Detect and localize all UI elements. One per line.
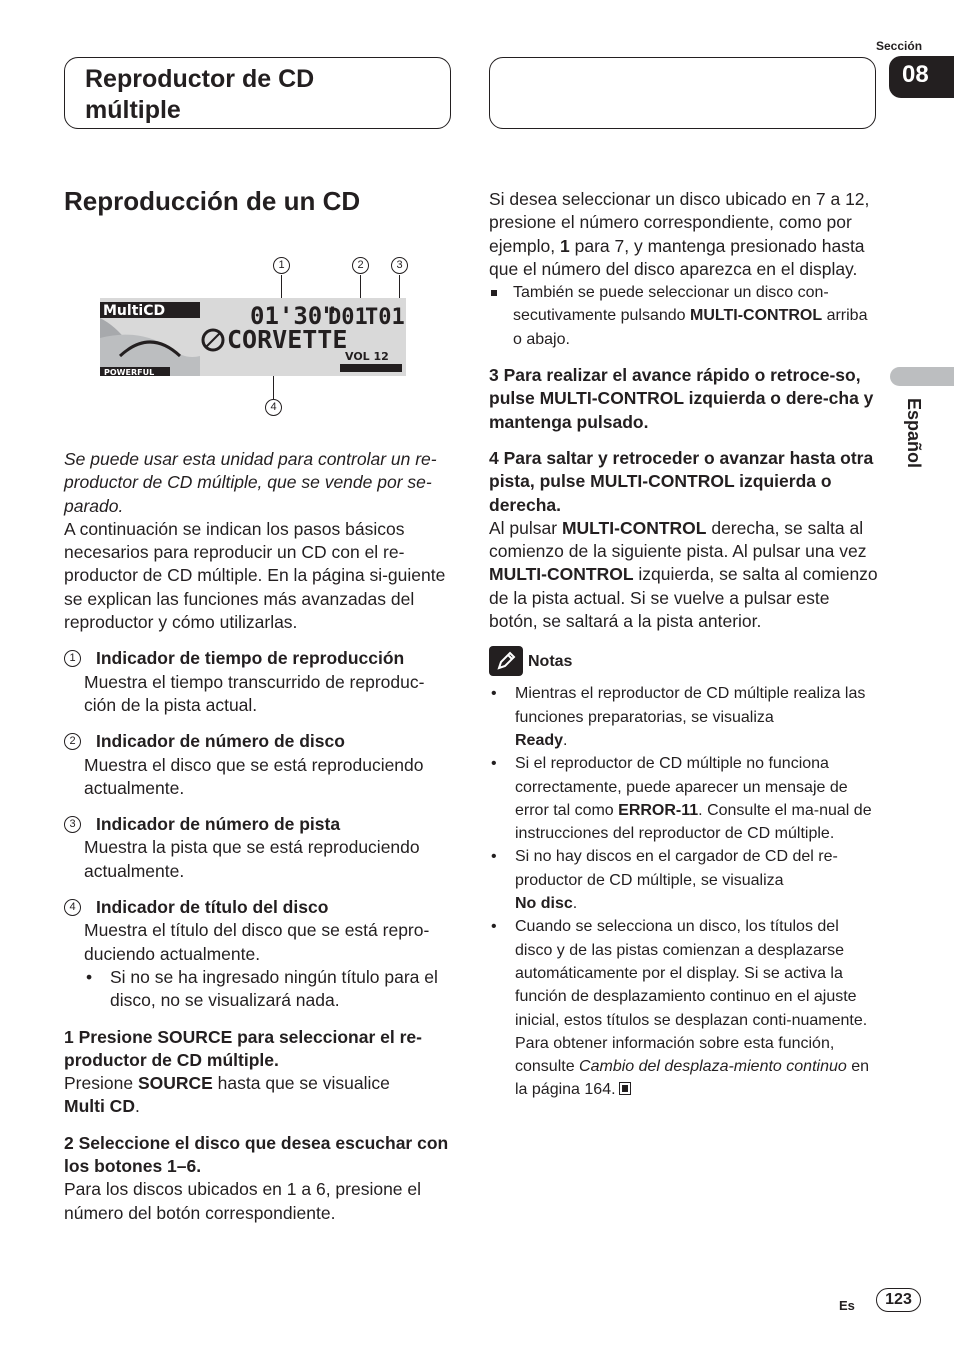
item-number: 3 [64,816,81,833]
callout-3: 3 [391,257,408,274]
indicator-item-2 [64,730,454,800]
item-text: Muestra el disco que se está reproduciendo actualmente. [84,754,424,798]
lcd-display-illustration [100,298,406,376]
notes-title: Notas [528,652,573,670]
item-title: Indicador de número de disco [96,731,345,752]
note-4: • Cuando se selecciona un disco, los títulos del disco y de las pistas comienzan a desplazarse automáticamente por el display. Si se activa la función de desplazamiento continuo en el ajuste inicial, estos títulos se desplazan conti-nuamente. Para obtener información sobre esta función, consulte Cambio del desplaza-miento continuo en la página 164. [489,915,879,1101]
item-bullet: • Si no se ha ingresado ningún título para el disco, no se visualizará nada. [84,966,454,1013]
item-text: Muestra la pista que se está reproduciendo actualmente. [84,837,420,881]
display-title-text: CORVETTE [227,325,348,354]
item-text: Muestra el título del disco que se está repro-duciendo actualmente. [84,920,430,964]
display-time-text: 01'30" [250,302,337,330]
step-4-text: Al pulsar MULTI-CONTROL derecha, se salta al comienzo de la siguiente pista. Al pulsar una vez MULTI-CONTROL izquierda, se salta al comienzo de la pista actual. Si se vuelve a pulsar este botón, se saltará a la pista anterior. [489,517,878,632]
item-title: Indicador de número de pista [96,814,341,835]
indicator-item-4 [64,896,454,1012]
callout-line-1 [281,275,282,298]
step-2-title: 2 Seleccione el disco que desea escuchar con los botones 1–6. [64,1132,449,1177]
callout-2: 2 [352,257,369,274]
item-text: Muestra el tiempo transcurrido de reproduc-ción de la pista actual. [84,671,425,715]
language-text: Español [904,398,924,469]
display-volume-text: VOL 12 [345,350,389,363]
step-1-title: 1 Presione SOURCE para seleccionar el re-productor de CD múltiple. [64,1026,422,1070]
callout-line-3 [399,275,400,298]
item-title: Indicador de tiempo de reproducción [96,648,405,669]
step-2-text: Para los discos ubicados en 1 a 6, presione el número del botón correspondiente. [64,1179,422,1223]
callout-4: 4 [265,399,282,416]
intro-text: A continuación se indican los pasos básicos necesarios para reproducir un CD con el re-productor de CD múltiple. En la página si-guiente se explican las funciones más avanzadas del reproductor y cómo utilizarlas. [64,518,446,633]
page-number: 123 [876,1288,921,1312]
right-column [489,188,879,1102]
step-1-text: Presione SOURCE hasta que se visualice Multi CD. [64,1073,390,1117]
left-column [64,448,454,1225]
item-number: 2 [64,733,81,750]
step-4-title: 4 Para saltar y retroceder o avanzar hasta otra pista, pulse MULTI-CONTROL izquierda o derecha. [489,447,874,515]
language-label [902,398,924,488]
disc-select-note: También se puede seleccionar un disco con-secutivamente pulsando MULTI-CONTROL arriba o abajo. [489,281,879,351]
notes-heading [489,646,879,676]
callout-1: 1 [273,257,290,274]
indicator-item-3 [64,813,454,883]
display-powerful-text: POWERFUL [104,368,155,376]
empty-header-box [489,57,876,129]
chapter-title-line1: Reproductor de CD [85,65,315,93]
footer-language-code: Es [839,1298,855,1313]
note-1: • Mientras el reproductor de CD múltiple realiza las funciones preparatorias, se visualiza Ready. [489,682,879,752]
section-number-badge: 08 [889,56,954,98]
chapter-title-line2: múltiple [85,96,181,124]
step-3-title: 3 Para realizar el avance rápido o retroce-so, pulse MULTI-CONTROL izquierda o dere-cha y mantenga pulsado. [489,365,874,432]
disc-7-12-text: Si desea seleccionar un disco ubicado en 7 a 12, presione el número correspondiente, como por ejemplo, 1 para 7, y mantenga presionado hasta que el número del disco aparezca en el display. [489,189,870,279]
item-title: Indicador de título del disco [96,897,329,918]
display-source-text: MultiCD [103,303,166,319]
note-2: • Si el reproductor de CD múltiple no funciona correctamente, puede aparecer un mensaje de error tal como ERROR-11. Consulte el ma-nual de instrucciones del reproductor de CD múltiple. [489,752,879,845]
item-number: 4 [64,899,81,916]
pencil-icon [489,646,523,676]
end-mark-icon [619,1082,631,1095]
language-tab [890,367,954,386]
page-title: Reproducción de un CD [64,186,361,216]
item-number: 1 [64,650,81,667]
chapter-title-box [64,57,451,129]
intro-italic: Se puede usar esta unidad para controlar un re-productor de CD múltiple, que se vende por se-parado. [64,449,437,516]
callout-line-2 [360,275,361,298]
indicator-item-1 [64,647,454,717]
note-3: • Si no hay discos en el cargador de CD del re-productor de CD múltiple, se visualiza No disc. [489,845,879,915]
section-label: Sección [876,39,923,53]
display-disc-text: D01 [328,305,368,330]
display-track-text: T01 [365,305,405,330]
chapter-title [85,64,450,126]
